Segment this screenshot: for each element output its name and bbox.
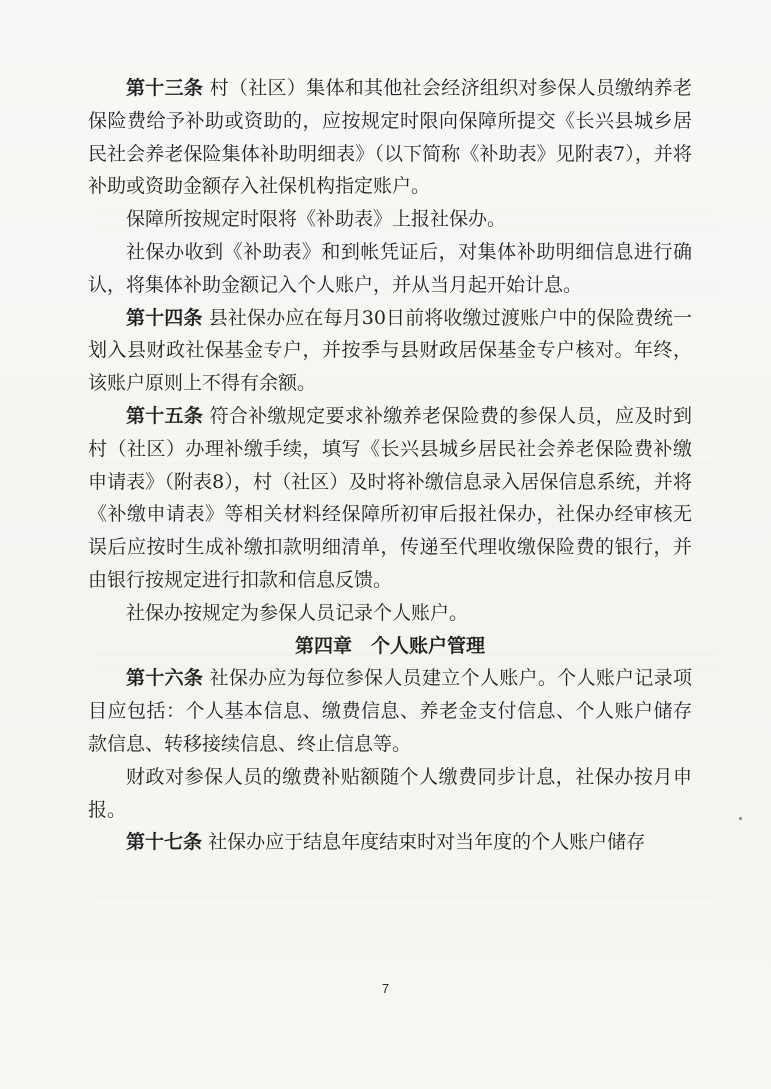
article-13-heading: 第十三条: [126, 77, 204, 99]
article-15-text: 符合补缴规定要求补缴养老保险费的参保人员，应及时到村（社区）办理补缴手续，填写《长兴县城乡居民社会养老保险费补缴申请表》（附表8），村（社区）及时将补缴信息录入居保信息系统，并将《补缴申请表》等相关材料经保障所初审后报社保办，社保办经审核无误后应按时生成补缴扣款明细清单，传递至代理收缴保险费的银行，并由银行按规定进行扣款和信息反馈。: [88, 404, 692, 591]
article-13-text: 村（社区）集体和其他社会经济组织对参保人员缴纳养老保险费给予补助或资助的，应按规定时限向保障所提交《长兴县城乡居民社会养老保险集体补助明细表》（以下简称《补助表》见附表7），并将补助或资助金额存入社保机构指定账户。: [88, 77, 692, 198]
article-17-heading: 第十七条: [126, 831, 203, 854]
article-14-paragraph: [88, 302, 692, 400]
article-16-text: 社保办应为每位参保人员建立个人账户。个人账户记录项目应包括：个人基本信息、缴费信息、养老金支付信息、个人账户储存款信息、转移接续信息、终止信息等。: [88, 667, 692, 755]
article-16-heading: 第十六条: [126, 667, 204, 690]
article-17-text: 社保办应于结息年度结束时对当年度的个人账户储存: [208, 831, 646, 854]
article-15-subparagraph-text: 社保办按规定为参保人员记录个人账户。: [126, 601, 469, 624]
article-13-subparagraph-2: [88, 236, 692, 302]
article-17-paragraph: [88, 826, 692, 859]
article-13-subparagraph-1-text: 保障所按规定时限将《补助表》上报社保办。: [126, 208, 507, 231]
page-number: 7: [381, 981, 390, 996]
scan-dot: [739, 817, 742, 820]
article-16-paragraph: [88, 662, 692, 760]
article-15-paragraph: [88, 400, 692, 597]
document-body: [88, 72, 692, 859]
article-13-paragraph: [88, 72, 692, 203]
article-16-subparagraph: [88, 761, 692, 827]
bleed-through-line: [96, 896, 716, 910]
article-13-subparagraph-2-text: 社保办收到《补助表》和到帐凭证后，对集体补助明细信息进行确认，将集体补助金额记入个人账户，并从当月起开始计息。: [88, 240, 692, 296]
chapter-four-title: 第四章 个人账户管理: [294, 634, 485, 657]
article-14-heading: 第十四条: [126, 306, 203, 329]
article-14-text: 县社保办应在每月30日前将收缴过渡账户中的保险费统一划入县财政社保基金专户，并按季与县财政居保基金专户核对。年终，该账户原则上不得有余额。: [88, 306, 692, 395]
article-13-subparagraph-1: [88, 203, 692, 236]
article-15-subparagraph: [88, 597, 692, 630]
article-16-subparagraph-text: 财政对参保人员的缴费补贴额随个人缴费同步计息，社保办按月申报。: [88, 765, 692, 821]
article-15-heading: 第十五条: [126, 404, 204, 427]
